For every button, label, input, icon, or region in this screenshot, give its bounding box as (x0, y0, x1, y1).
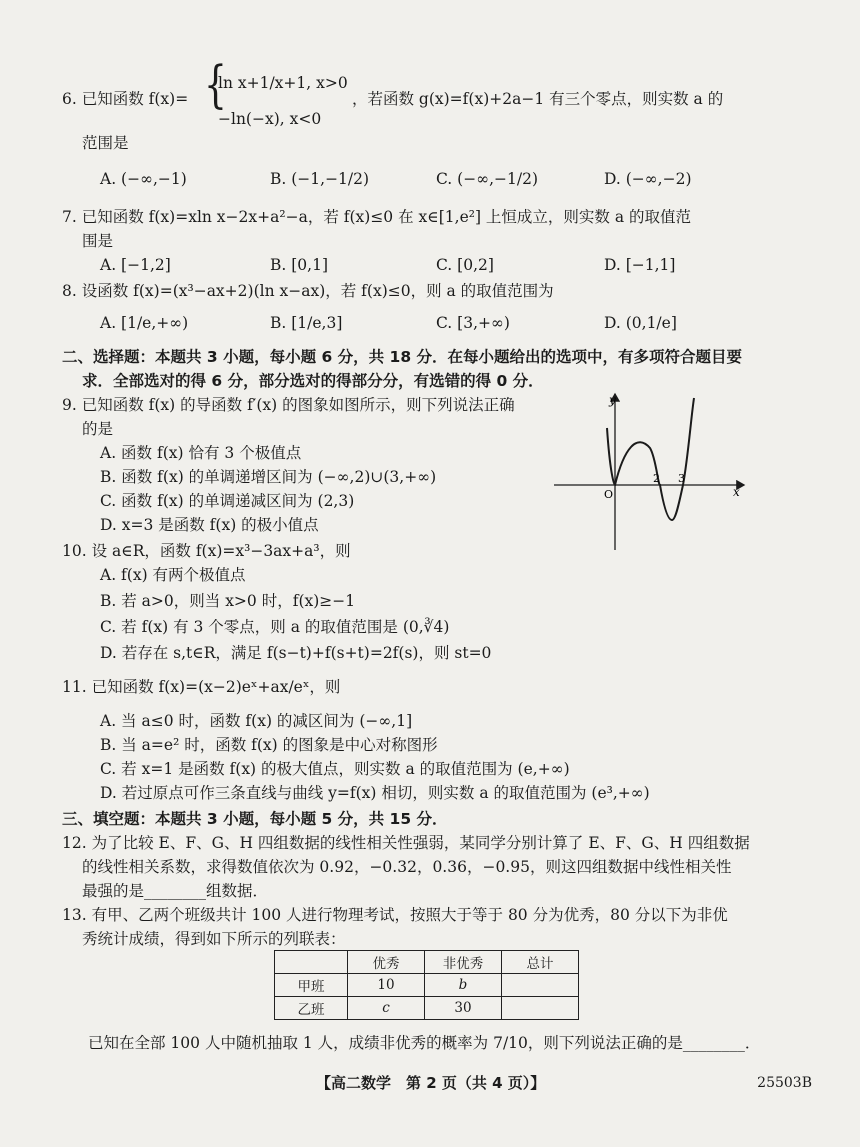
table-header-cell: 总计 (502, 951, 579, 974)
q11-option-c: C. 若 x=1 是函数 f(x) 的极大值点，则实数 a 的取值范围为 (e,+∞) (100, 760, 570, 778)
q11-option-b: B. 当 a=e² 时，函数 f(x) 的图象是中心对称图形 (100, 736, 438, 754)
q7-option-c: C. [0,2] (436, 256, 494, 274)
q6-line2: 范围是 (82, 134, 129, 152)
q8-option-c: C. [3,+∞) (436, 314, 510, 332)
q9-option-b: B. 函数 f(x) 的单调递增区间为 (−∞,2)∪(3,+∞) (100, 468, 437, 486)
q12-line1: 12. 为了比较 E、F、G、H 四组数据的线性相关性强弱，某同学分别计算了 E、F、G、H 四组数据 (62, 834, 750, 852)
q9-option-a: A. 函数 f(x) 恰有 3 个极值点 (100, 444, 302, 462)
table-row (275, 974, 579, 997)
table-cell: b (425, 974, 502, 997)
q12-line3: 最强的是________组数据． (82, 882, 269, 900)
q8-option-a: A. [1/e,+∞) (100, 314, 189, 332)
graph-x-label: x (733, 485, 740, 499)
piecewise-brace: { (204, 56, 227, 114)
q12-line2: 的线性相关系数，求得数值依次为 0.92，−0.32，0.36，−0.95，则这四组数据中线性相关性 (82, 858, 732, 876)
q7-line1: 7. 已知函数 f(x)=xln x−2x+a²−a，若 f(x)≤0 在 x∈[1,e²] 上恒成立，则实数 a 的取值范 (62, 208, 692, 226)
q9-option-d: D. x=3 是函数 f(x) 的极小值点 (100, 516, 319, 534)
table-cell: c (348, 997, 425, 1020)
q11-option-a: A. 当 a≤0 时，函数 f(x) 的减区间为 (−∞,1] (100, 712, 413, 730)
table-header-row (275, 951, 579, 974)
q6-option-c: C. (−∞,−1/2) (436, 170, 539, 188)
section3-line1: 三、填空题：本题共 3 小题，每小题 5 分，共 15 分． (62, 810, 448, 828)
q6-option-d: D. (−∞,−2) (604, 170, 692, 188)
table-cell (502, 997, 579, 1020)
q13-line1: 13. 有甲、乙两个班级共计 100 人进行物理考试，按照大于等于 80 分为优秀，80 分以下为非优 (62, 906, 728, 924)
table-header-cell: 非优秀 (425, 951, 502, 974)
graph-tick-3: 3 (678, 472, 685, 485)
q10-option-b: B. 若 a>0，则当 x>0 时，f(x)≥−1 (100, 592, 356, 610)
q6-line1-prefix: 6. 已知函数 f(x)= (62, 90, 189, 108)
q6-option-a: A. (−∞,−1) (100, 170, 187, 188)
q8-option-d: D. (0,1/e] (604, 314, 677, 332)
q7-option-a: A. [−1,2] (100, 256, 171, 274)
q9-line2: 的是 (82, 420, 114, 438)
derivative-curve (607, 398, 694, 520)
contingency-table (274, 950, 579, 1020)
table-cell: 30 (425, 997, 502, 1020)
exam-code: 25503B (757, 1075, 812, 1091)
table-cell: 10 (348, 974, 425, 997)
page-footer: 【高二数学 第 2 页（共 4 页）】 (316, 1074, 546, 1092)
q9-option-c: C. 函数 f(x) 的单调递减区间为 (2,3) (100, 492, 355, 510)
table-cell: 甲班 (275, 974, 348, 997)
graph-tick-2: 2 (653, 472, 660, 485)
table-header-cell (275, 951, 348, 974)
q9-line1: 9. 已知函数 f(x) 的导函数 f′(x) 的图象如图所示，则下列说法正确 (62, 396, 515, 414)
q13-line2: 秀统计成绩，得到如下所示的列联表： (82, 930, 346, 948)
graph-y-label: y (609, 393, 616, 407)
q11-line1: 11. 已知函数 f(x)=(x−2)eˣ+ax/eˣ，则 (62, 678, 341, 696)
q7-line2: 围是 (82, 232, 114, 250)
q10-option-a: A. f(x) 有两个极值点 (100, 566, 246, 584)
graph-origin-label: O (604, 488, 614, 501)
q10-option-d: D. 若存在 s,t∈R，满足 f(s−t)+f(s+t)=2f(s)，则 st=0 (100, 644, 492, 662)
table-cell (502, 974, 579, 997)
derivative-graph (552, 388, 752, 552)
q6-line1-suffix: ，若函数 g(x)=f(x)+2a−1 有三个零点，则实数 a 的 (352, 90, 724, 108)
q7-option-b: B. [0,1] (270, 256, 328, 274)
q13-line3: 已知在全部 100 人中随机抽取 1 人，成绩非优秀的概率为 7/10，则下列说法正确的是________． (88, 1034, 761, 1052)
q11-option-d: D. 若过原点可作三条直线与曲线 y=f(x) 相切，则实数 a 的取值范围为 (e³,+∞) (100, 784, 650, 802)
q8-option-b: B. [1/e,3] (270, 314, 343, 332)
q6-option-b: B. (−1,−1/2) (270, 170, 370, 188)
section2-line1: 二、选择题：本题共 3 小题，每小题 6 分，共 18 分．在每小题给出的选项中，有多项符合题目要 (62, 348, 743, 366)
q6-piece2: −ln(−x), x<0 (218, 110, 322, 128)
q10-option-c: C. 若 f(x) 有 3 个零点，则 a 的取值范围是 (0,∛4) (100, 618, 450, 636)
table-header-cell: 优秀 (348, 951, 425, 974)
q6-piece1: ln x+1/x+1, x>0 (218, 74, 348, 92)
table-row (275, 997, 579, 1020)
table-cell: 乙班 (275, 997, 348, 1020)
section2-line2: 求．全部选对的得 6 分，部分选对的得部分分，有选错的得 0 分． (82, 372, 544, 390)
q10-line1: 10. 设 a∈R，函数 f(x)=x³−3ax+a³，则 (62, 542, 351, 560)
q7-option-d: D. [−1,1] (604, 256, 676, 274)
q8-line1: 8. 设函数 f(x)=(x³−ax+2)(ln x−ax)，若 f(x)≤0，则 a 的取值范围为 (62, 282, 554, 300)
